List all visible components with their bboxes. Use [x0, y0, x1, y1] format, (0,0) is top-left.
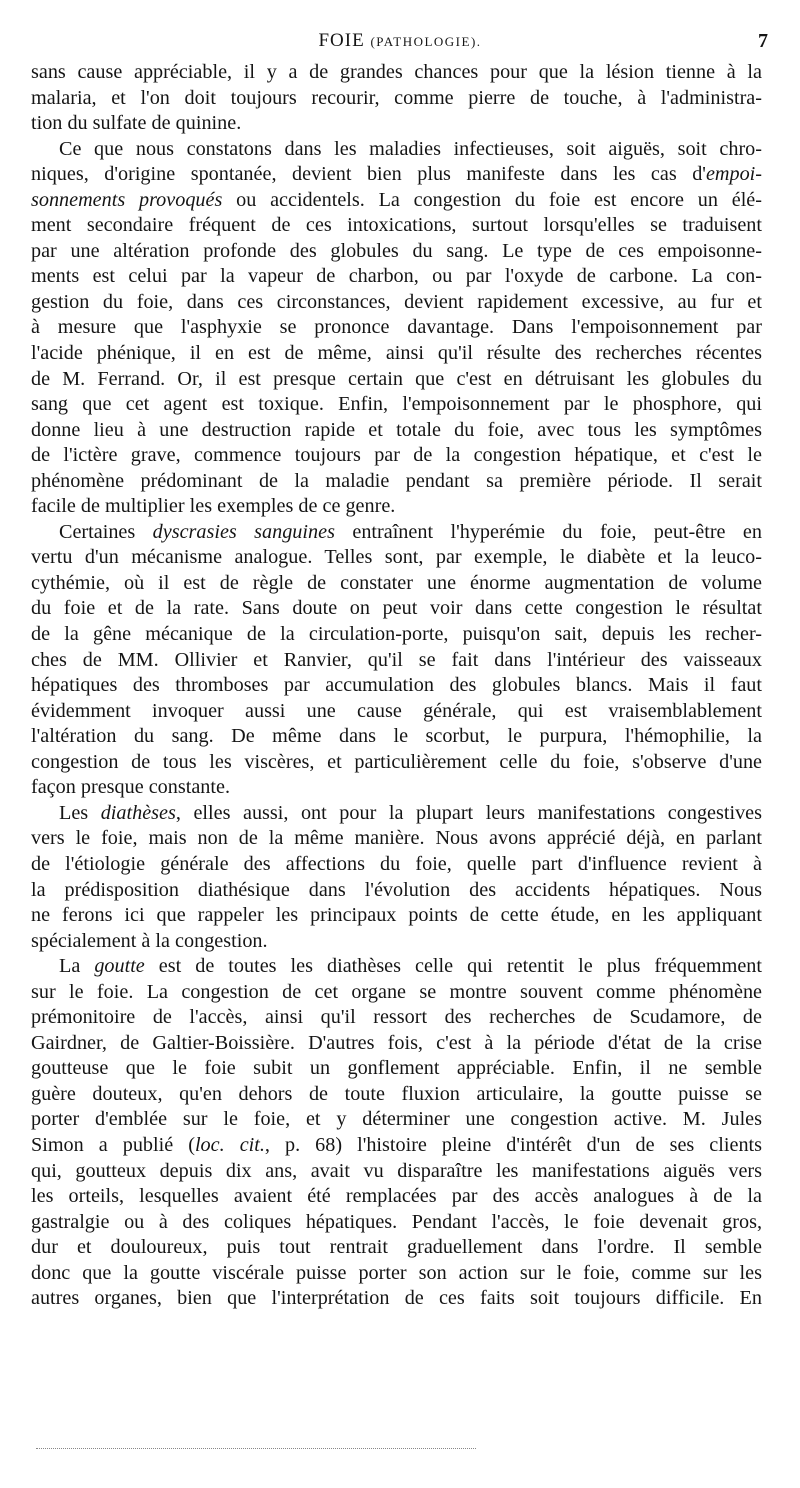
body-text — [31, 60, 762, 1312]
text-run: l'altération du sang. De même dans le scorbut, le purpura, l'hémophilie, la — [31, 725, 762, 748]
text-line — [31, 673, 762, 699]
text-run: les orteils, lesquelles avaient été remplacées par des accès analogues à de la — [31, 1185, 762, 1208]
text-line — [31, 980, 762, 1006]
text-line — [31, 929, 762, 955]
text-run: ments est celui par la vapeur de charbon, ou par l'oxyde de carbone. La con- — [31, 265, 762, 288]
text-run: l'acide phénique, il en est de même, ainsi qu'il résulte des recherches récentes — [31, 342, 762, 365]
text-line — [31, 239, 762, 265]
text-line — [31, 418, 762, 444]
text-run: ment secondaire fréquent de ces intoxications, surtout lorsqu'elles se traduisent — [31, 214, 762, 237]
text-run: sans cause appréciable, il y a de grandes chances pour que la lésion tienne à la — [31, 61, 762, 83]
text-run: donne lieu à une destruction rapide et totale du foie, avec tous les symptômes — [31, 418, 762, 441]
footer-dotted-rule — [36, 1448, 476, 1449]
text-line — [31, 1082, 762, 1108]
text-run: malaria, et l'on doit toujours recourir, comme pierre de touche, à l'administra- — [31, 86, 762, 109]
text-line — [31, 648, 762, 674]
text-line — [31, 520, 762, 546]
text-line — [31, 264, 762, 290]
text-run: Ce que nous constatons dans les maladies infectieuses, soit aiguës, soit chro- — [59, 137, 762, 160]
running-title-sub: (PATHOLOGIE). — [370, 34, 482, 49]
paragraph — [31, 954, 762, 1312]
text-run: Les — [59, 801, 101, 824]
italic-term: goutte — [94, 955, 145, 978]
text-run: niques, d'origine spontanée, devient bien plus manifeste dans les cas d' — [31, 163, 706, 186]
text-line — [31, 1056, 762, 1082]
text-line — [31, 367, 762, 393]
text-line — [31, 954, 762, 980]
text-run: par une altération profonde des globules du sang. Le type de ces empoisonne- — [31, 239, 762, 262]
italic-term: dyscrasies sanguines — [152, 520, 335, 543]
text-line — [31, 571, 762, 597]
text-line — [31, 1159, 762, 1185]
paragraph — [31, 137, 762, 520]
text-run: porter d'emblée sur le foie, et y déterminer une congestion active. M. Jules — [31, 1108, 762, 1131]
text-run: Gairdner, de Galtier-Boissière. D'autres fois, c'est à la période d'état de la crise — [31, 1031, 762, 1054]
paragraph — [31, 520, 762, 801]
text-run: sur le foie. La congestion de cet organe se montre souvent comme phénomène — [31, 980, 762, 1003]
text-line — [31, 86, 762, 112]
text-run: prémonitoire de l'accès, ainsi qu'il ressort des recherches de Scudamore, de — [31, 1006, 762, 1029]
text-run: évidemment invoquer aussi une cause générale, qui est vraisemblablement — [31, 699, 762, 722]
text-run: phénomène prédominant de la maladie pendant sa première période. Il serait — [31, 469, 762, 492]
italic-term: empoi- — [705, 163, 762, 186]
text-line — [31, 724, 762, 750]
text-run: cythémie, où il est de règle de constater une énorme augmentation de volume — [31, 571, 762, 594]
text-line — [31, 1210, 762, 1236]
text-run: hépatiques des thromboses par accumulation des globules blancs. Mais il faut — [31, 674, 762, 697]
text-line — [31, 469, 762, 495]
text-run: Certaines — [59, 520, 153, 543]
text-run: spécialement à la congestion. — [31, 929, 268, 952]
text-run: congestion de tous les viscères, et particulièrement celle du foie, s'observe d'une — [31, 750, 762, 773]
text-line — [31, 775, 762, 801]
italic-term: sonnements provoqués — [31, 188, 223, 211]
text-line — [31, 596, 762, 622]
text-line — [31, 188, 762, 214]
text-run: , elles aussi, ont pour la plupart leurs manifestations congestives — [175, 801, 762, 824]
running-title-main: FOIE — [318, 30, 365, 51]
text-run: entraînent l'hyperémie du foie, peut-être en — [334, 520, 762, 543]
text-line — [31, 111, 762, 137]
text-run: de l'étiologie générale des affections du foie, quelle part d'influence revient à — [31, 852, 762, 875]
text-run: façon presque constante. — [31, 776, 230, 799]
text-run: vers le foie, mais non de la même manière. Nous avons apprécié déjà, en parlant — [31, 827, 762, 850]
page-number: 7 — [758, 30, 768, 52]
text-line — [31, 1286, 762, 1312]
text-line — [31, 162, 762, 188]
text-line — [31, 699, 762, 725]
text-line — [31, 750, 762, 776]
text-run: à mesure que l'asphyxie se prononce davantage. Dans l'empoisonnement par — [31, 316, 762, 339]
text-run: la prédisposition diathésique dans l'évolution des accidents hépatiques. Nous — [31, 878, 762, 901]
text-run: Simon a publié ( — [31, 1133, 195, 1156]
text-line — [31, 878, 762, 904]
text-line — [31, 1107, 762, 1133]
text-line — [31, 545, 762, 571]
text-run: autres organes, bien que l'interprétation de ces faits soit toujours difficile. En — [31, 1287, 762, 1310]
text-line — [31, 137, 762, 163]
running-title — [30, 30, 770, 52]
text-line — [31, 801, 762, 827]
text-line — [31, 622, 762, 648]
text-line — [31, 494, 762, 520]
text-run: sang que cet agent est toxique. Enfin, l'empoisonnement par le phosphore, qui — [31, 393, 762, 416]
text-run: donc que la goutte viscérale puisse porter son action sur le foie, comme sur les — [31, 1261, 762, 1284]
text-run: facile de multiplier les exemples de ce genre. — [31, 495, 396, 518]
text-line — [31, 1031, 762, 1057]
text-run: gestion du foie, dans ces circonstances, devient rapidement excessive, au fur et — [31, 290, 762, 313]
text-line — [31, 290, 762, 316]
text-run: vertu d'un mécanisme analogue. Telles sont, par exemple, le diabète et la leuco- — [31, 546, 762, 569]
text-run: de l'ictère grave, commence toujours par de la congestion hépatique, et c'est le — [31, 444, 762, 467]
text-run: du foie et de la rate. Sans doute on peut voir dans cette congestion le résultat — [31, 597, 762, 620]
text-run: est de toutes les diathèses celle qui retentit le plus fréquemment — [144, 955, 762, 978]
text-line — [31, 1184, 762, 1210]
text-run: ne ferons ici que rappeler les principaux points de cette étude, en les appliquant — [31, 904, 762, 927]
text-line — [31, 903, 762, 929]
text-line — [31, 826, 762, 852]
text-run: , p. 68) l'histoire pleine d'intérêt d'un de ses clients — [264, 1133, 763, 1156]
italic-term: loc. cit. — [194, 1133, 265, 1156]
text-line — [31, 1261, 762, 1287]
text-line — [31, 1133, 762, 1159]
text-run: dur et douloureux, puis tout rentrait graduellement dans l'ordre. Il semble — [31, 1236, 762, 1259]
text-run: ou accidentels. La congestion du foie est encore un élé- — [222, 188, 762, 211]
text-line — [31, 60, 762, 86]
text-run: gastralgie ou à des coliques hépatiques. Pendant l'accès, le foie devenait gros, — [31, 1210, 762, 1233]
text-line — [31, 315, 762, 341]
paragraph — [31, 801, 762, 954]
text-run: de M. Ferrand. Or, il est presque certain que c'est en détruisant les globules du — [31, 367, 762, 390]
text-line — [31, 1005, 762, 1031]
text-run: de la gêne mécanique de la circulation-porte, puisqu'on sait, depuis les recher- — [31, 623, 762, 646]
italic-term: diathèses — [100, 801, 176, 824]
text-run: ches de MM. Ollivier et Ranvier, qu'il se fait dans l'intérieur des vaisseaux — [31, 648, 762, 671]
text-run: qui, goutteux depuis dix ans, avait vu disparaître les manifestations aiguës vers — [31, 1159, 762, 1182]
text-run: La — [59, 955, 95, 978]
text-line — [31, 852, 762, 878]
text-run: goutteuse que le foie subit un gonflement appréciable. Enfin, il ne semble — [31, 1057, 762, 1080]
paragraph — [31, 60, 762, 137]
text-line — [31, 392, 762, 418]
running-head — [30, 30, 770, 58]
text-line — [31, 1235, 762, 1261]
text-line — [31, 213, 762, 239]
text-line — [31, 443, 762, 469]
text-run: tion du sulfate de quinine. — [31, 112, 242, 135]
text-run: guère douteux, qu'en dehors de toute fluxion articulaire, la goutte puisse se — [31, 1082, 762, 1105]
text-line — [31, 341, 762, 367]
